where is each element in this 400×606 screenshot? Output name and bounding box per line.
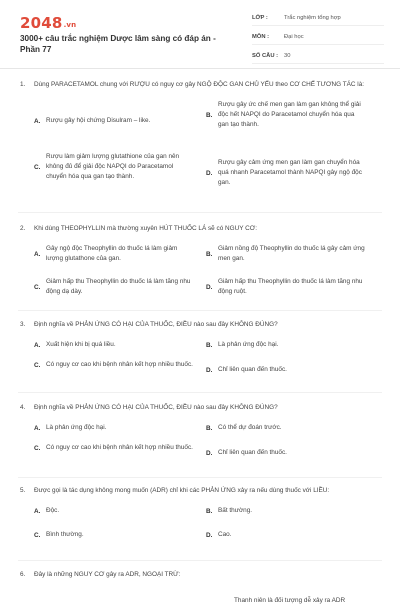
question-stem [20,224,390,234]
question-stem [20,320,390,330]
question-number: 3. [20,321,26,328]
option-letter: B. [206,111,213,119]
option-b[interactable] [234,596,384,606]
question-text: Đây là những NGUY CƠ gây ra ADR, NGOẠI TRỪ: [34,571,181,578]
meta-label: MÔN : [252,33,270,40]
meta-value: Đại học [284,33,304,40]
option-letter: C. [34,361,41,369]
question-6 [20,570,390,606]
option-letter: C. [34,283,41,291]
option-text: Rượu làm giảm lượng glutathione của gan nên không đủ để giải độc NAPQI do Paracetamol chuyển hóa qua gan tạo thành. [46,153,180,180]
option-text: Có nguy cơ cao khi bệnh nhân kết hợp nhiều thuốc. [46,361,193,368]
option-letter: D. [206,449,213,457]
option-text: Chỉ liên quan đến thuốc. [218,366,287,373]
option-letter: B. [206,424,213,432]
option-letter: A. [34,250,41,258]
option-text: Gây ngộ độc Theophyllin do thuốc lá làm giảm lượng glutathone của gan. [46,245,178,262]
question-number: 1. [20,81,26,88]
option-letter: A. [34,507,41,515]
option-text: Có thể dự đoán trước. [218,424,282,431]
option-letter: C. [34,163,41,171]
option-a[interactable] [34,116,194,126]
question-text: Dùng PARACETAMOL chung với RƯỢU có nguy cơ gây NGỘ ĐỘC GAN CHỦ YẾU theo CƠ CHẾ TƯƠNG TÁC là: [34,81,365,88]
question-5 [20,486,390,546]
question-1 [20,80,390,210]
meta-label: SỐ CÂU : [252,52,279,59]
option-text: Là phản ứng độc hại. [46,424,107,431]
divider [18,560,382,561]
option-a[interactable] [34,423,194,433]
option-text: Rượu gây cảm ứng men gan làm gan chuyển hóa quá nhanh Paracetamol thành NAPQI gây ngộ độc gan. [218,159,362,186]
option-letter: C. [34,444,41,452]
option-text: Cao. [218,531,232,538]
option-b[interactable] [206,506,366,516]
option-text: Giảm hấp thu Theophyllin do thuốc lá làm tăng nhu động dạ dày. [46,278,191,295]
option-d[interactable] [206,365,366,375]
meta-row-class [252,10,384,26]
option-a[interactable] [34,244,194,264]
question-2 [20,224,390,314]
logo-sub: .vn [63,21,77,29]
option-text: Giảm hấp thu Theophyllin do thuốc lá làm tăng nhu động ruột. [218,278,363,295]
meta-box [252,10,384,67]
question-text: Được gọi là tác dụng không mong muốn (ADR) chỉ khi các PHẢN ỨNG xảy ra nếu dùng thuốc với LIỀU: [34,487,330,494]
option-d[interactable] [206,277,366,297]
divider [18,212,382,213]
question-text: Định nghĩa về PHẢN ỨNG CÓ HẠI CỦA THUỐC, ĐIỀU nào sau đây KHÔNG ĐÚNG? [34,321,278,328]
question-number: 2. [20,225,26,232]
question-4 [20,403,390,473]
option-d[interactable] [206,448,366,458]
option-b[interactable] [206,100,366,130]
divider [18,310,382,311]
meta-value: Trắc nghiệm tổng hợp [284,14,341,21]
question-text: Khi dùng THEOPHYLLIN mà thường xuyên HÚT THUỐC LÁ sẽ có NGUY CƠ: [34,225,258,232]
option-d[interactable] [206,530,366,540]
option-b[interactable] [206,340,366,350]
question-stem [20,80,390,90]
divider [18,392,382,393]
option-text: Độc. [46,507,60,514]
document-title: 3000+ câu trắc nghiệm Dược lâm sàng có đáp án - Phần 77 [20,34,216,54]
option-text: Có nguy cơ cao khi bệnh nhân kết hợp nhiều thuốc. [46,444,193,451]
option-letter: A. [34,341,41,349]
option-d[interactable] [206,158,366,188]
option-text: Rượu gây ức chế men gan làm gan không thể giải độc hết NAPQI do Paracetamol chuyển hóa qua gan tạo thành. [218,101,361,128]
option-text: Thanh niên là đối tượng dễ xảy ra ADR [234,597,346,604]
question-text: Định nghĩa về PHẢN ỨNG CÓ HẠI CỦA THUỐC, ĐIỀU nào sau đây KHÔNG ĐÚNG? [34,404,278,411]
option-a[interactable] [34,506,194,516]
option-letter: C. [34,531,41,539]
option-letter: B. [206,507,213,515]
option-text: Rượu gây hội chứng Disulram – like. [46,117,151,124]
meta-row-count [252,48,384,64]
option-letter: D. [206,283,213,291]
option-c[interactable] [34,530,194,540]
question-stem [20,486,390,496]
question-number: 5. [20,487,26,494]
option-letter: B. [206,341,213,349]
meta-value: 30 [284,52,291,59]
site-logo[interactable] [20,14,76,32]
option-text: Bình thường. [46,531,84,538]
option-text: Là phản ứng độc hại. [218,341,279,348]
header [0,0,400,69]
option-b[interactable] [206,423,366,433]
question-number: 6. [20,571,26,578]
logo-main: 2048 [20,14,63,32]
meta-label: LỚP : [252,14,268,21]
option-text: Giảm nồng độ Theophyllin do thuốc lá gây cảm ứng men gan. [218,245,365,262]
option-text: Chỉ liên quan đến thuốc. [218,449,287,456]
option-text: Xuất hiện khi bị quá liều. [46,341,116,348]
option-letter: A. [34,424,41,432]
divider [18,477,382,478]
option-c[interactable] [34,443,194,453]
question-stem [20,403,390,413]
option-c[interactable] [34,152,194,182]
meta-row-subject [252,29,384,45]
question-stem [20,570,390,580]
option-a[interactable] [34,340,194,350]
option-c[interactable] [34,277,194,297]
option-text: Bất thường. [218,507,253,514]
question-number: 4. [20,404,26,411]
option-c[interactable] [34,360,194,370]
option-letter: D. [206,169,213,177]
option-letter: D. [206,531,213,539]
option-letter: B. [206,250,213,258]
question-3 [20,320,390,390]
option-letter: A. [34,117,41,125]
option-b[interactable] [206,244,366,264]
option-letter: D. [206,366,213,374]
